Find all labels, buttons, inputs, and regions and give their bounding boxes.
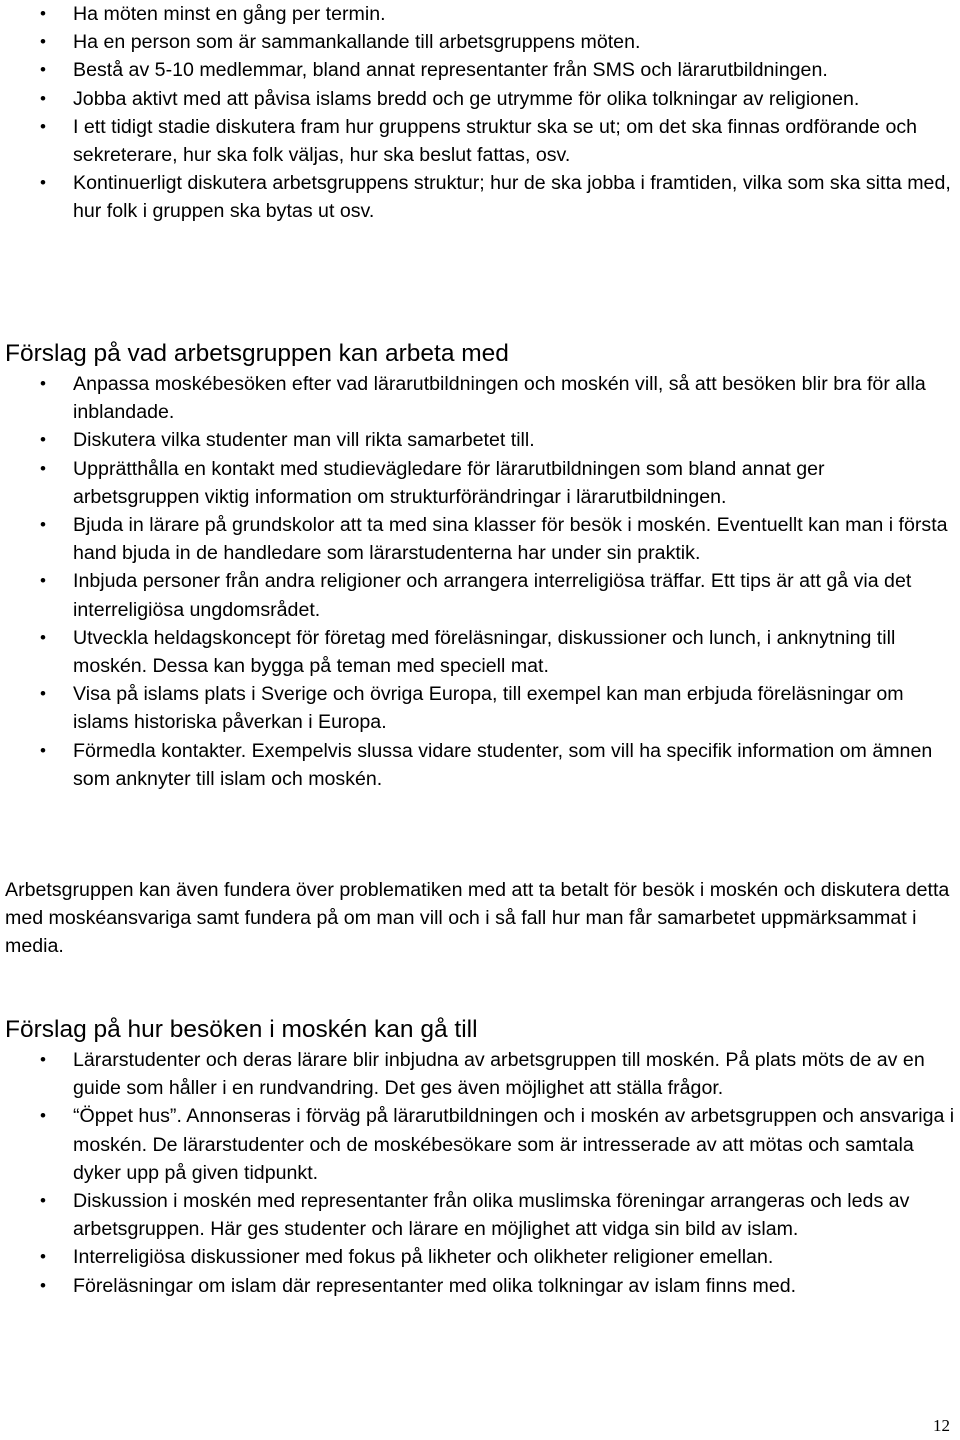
body-paragraph: Arbetsgruppen kan även fundera över problematiken med att ta betalt för besök i moskén och diskutera detta med moskéansvariga samt fundera på om man vill och i så fall hur man får samarbetet uppmärksammat i media.: [5, 879, 950, 958]
list-item: [0, 1272, 955, 1300]
list-item: [0, 680, 955, 736]
list-item-text: Ha möten minst en gång per termin.: [73, 3, 386, 25]
bullet-icon: •: [40, 740, 46, 760]
bullet-icon: •: [40, 4, 46, 23]
list-item: [0, 737, 955, 793]
bullet-icon: •: [40, 116, 46, 136]
bullet-icon: •: [40, 458, 46, 478]
list-item-text: Inbjuda personer från andra religioner och arrangera interreligiösa träffar. Ett tips är att gå via det interreligiösa ungdomsrådet.: [73, 570, 912, 621]
list-item: [0, 56, 955, 84]
list-item-text: Kontinuerligt diskutera arbetsgruppens struktur; hur de ska jobba i framtiden, vilka som ska sitta med, hur folk i gruppen ska bytas ut osv.: [73, 172, 951, 223]
bullet-icon: •: [40, 60, 46, 80]
bullet-icon: •: [40, 1247, 46, 1267]
list-item: [0, 1046, 955, 1102]
bullet-icon: •: [40, 430, 46, 450]
bullet-icon: •: [40, 1191, 46, 1211]
list-item: [0, 1102, 955, 1187]
list-item-text: “Öppet hus”. Annonseras i förväg på lärarutbildningen och i moskén av arbetsgruppen och ansvariga i moskén. De lärarstudenter och de moskébesökare som är intresserade av att mötas och samtala dyker upp på given tidpunkt.: [73, 1105, 955, 1184]
bullet-icon: •: [40, 1275, 46, 1295]
bullet-list-group-rules: [0, 0, 955, 226]
list-item: [0, 511, 955, 567]
bullet-icon: •: [40, 88, 46, 108]
list-item-text: Interreligiösa diskussioner med fokus på likheter och olikheter religioner emellan.: [73, 1246, 774, 1269]
page-number: 12: [933, 1416, 950, 1435]
list-item-text: I ett tidigt stadie diskutera fram hur gruppens struktur ska se ut; om det ska finnas ordförande och sekreterare, hur ska folk väljas, hur ska beslut fattas, osv.: [73, 115, 918, 167]
list-item-text: Diskutera vilka studenter man vill rikta samarbetet till.: [73, 429, 535, 452]
list-item-text: Ha en person som är sammankallande till arbetsgruppens möten.: [73, 31, 641, 54]
bullet-icon: •: [40, 1106, 46, 1126]
list-item-text: Diskussion i moskén med representanter från olika muslimska föreningar arrangeras och leds av arbetsgruppen. Här ges studenter och lärare en möjlighet att vidga sin bild av islam.: [73, 1190, 910, 1241]
list-item-text: Lärarstudenter och deras lärare blir inbjudna av arbetsgruppen till moskén. På plats möts de av en guide som håller i en rundvandring. Det ges även möjlighet att ställa frågor.: [73, 1049, 925, 1100]
bullet-icon: •: [40, 627, 46, 647]
list-item-text: Upprätthålla en kontakt med studievägledare för lärarutbildningen som bland annat ger arbetsgruppen viktig information om strukturförändringar i lärarutbildningen.: [73, 457, 825, 508]
list-item-text: Bjuda in lärare på grundskolor att ta med sina klasser för besök i moskén. Eventuellt kan man i första hand bjuda in de handledare som lärarstudenterna har under sin praktik.: [73, 514, 948, 565]
bullet-icon: •: [40, 374, 46, 393]
list-item-text: Anpassa moskébesöken efter vad lärarutbildningen och moskén vill, så att besöken blir bra för alla inblandade.: [73, 373, 926, 424]
bullet-icon: •: [40, 1050, 46, 1069]
list-item-text: Föreläsningar om islam där representanter med olika tolkningar av islam finns med.: [73, 1274, 797, 1297]
list-item: [0, 113, 955, 169]
list-item: [0, 85, 955, 113]
list-item: [0, 624, 955, 680]
bullet-icon: •: [40, 173, 46, 193]
bullet-icon: •: [40, 684, 46, 704]
bullet-icon: •: [40, 515, 46, 535]
list-item: [0, 455, 955, 511]
list-item: [0, 1187, 955, 1243]
list-item-text: Förmedla kontakter. Exempelvis slussa vidare studenter, som vill ha specifik information om ämnen som anknyter till islam och moskén.: [73, 739, 933, 790]
bullet-icon: •: [40, 571, 46, 591]
list-item: [0, 169, 955, 225]
section-heading-visit-suggestions: Förslag på hur besöken i moskén kan gå till: [5, 1016, 478, 1043]
bullet-list-visit-suggestions: [0, 1046, 955, 1300]
list-item-text: Utveckla heldagskoncept för företag med föreläsningar, diskussioner och lunch, i anknytning till moskén. Dessa kan bygga på teman med speciell mat.: [73, 626, 896, 678]
list-item-text: Jobba aktivt med att påvisa islams bredd och ge utrymme för olika tolkningar av religionen.: [73, 87, 860, 110]
section-heading-work-suggestions: Förslag på vad arbetsgruppen kan arbeta med: [5, 340, 509, 367]
bullet-list-work-suggestions: [0, 370, 955, 793]
list-item: [0, 28, 955, 56]
list-item: [0, 567, 955, 623]
list-item: [0, 0, 955, 28]
bullet-icon: •: [40, 32, 46, 52]
list-item: [0, 1243, 955, 1271]
list-item: [0, 426, 955, 454]
list-item: [0, 370, 955, 426]
list-item-text: Visa på islams plats i Sverige och övriga Europa, till exempel kan man erbjuda föreläsningar om islams historiska påverkan i Europa.: [73, 683, 904, 734]
list-item-text: Bestå av 5-10 medlemmar, bland annat representanter från SMS och lärarutbildningen.: [73, 59, 828, 82]
